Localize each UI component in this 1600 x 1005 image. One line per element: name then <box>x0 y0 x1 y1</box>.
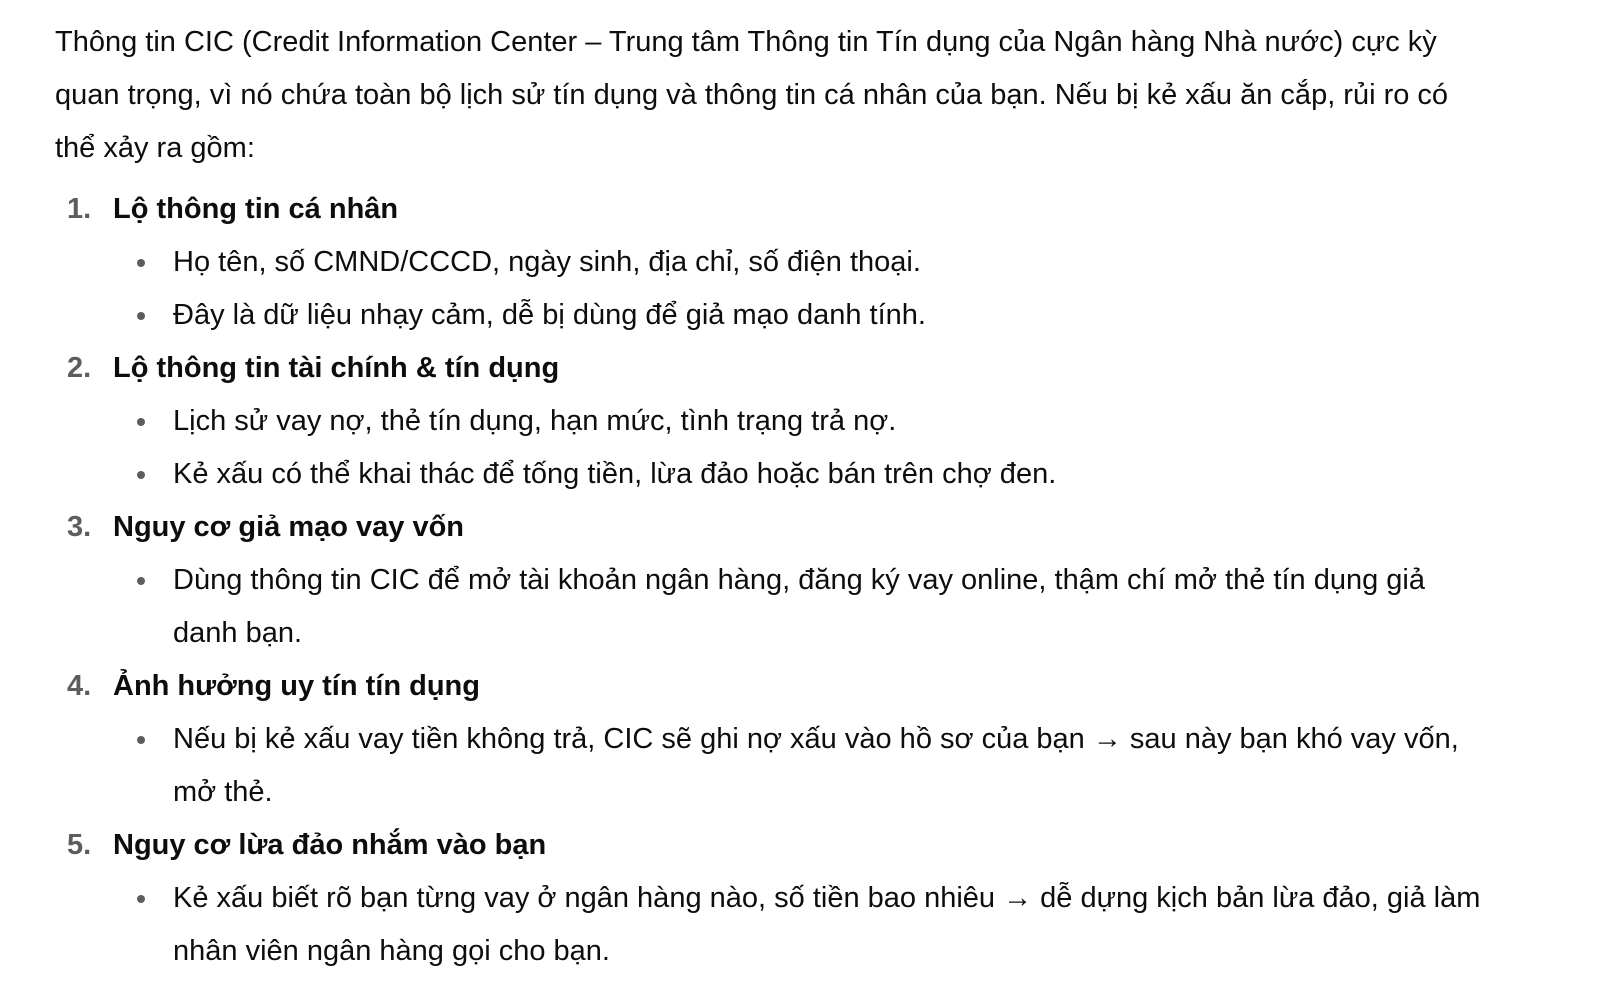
risk-item <box>55 183 1545 342</box>
bullet-list <box>55 236 1545 342</box>
risk-item <box>55 501 1545 660</box>
bullet-list <box>55 395 1545 501</box>
bullet-dot-icon <box>137 736 145 744</box>
risk-heading <box>55 819 1545 872</box>
bullet-dot-icon <box>137 312 145 320</box>
risk-heading <box>55 183 1545 236</box>
bullet-text: Kẻ xấu biết rõ bạn từng vay ở ngân hàng nào, số tiền bao nhiêu → dễ dựng kịch bản lừa đảo, giả làm nhân viên ngân hàng gọi cho bạn. <box>173 882 1481 967</box>
bullet-text: Nếu bị kẻ xấu vay tiền không trả, CIC sẽ ghi nợ xấu vào hồ sơ của bạn → sau này bạn khó vay vốn, mở thẻ. <box>173 723 1459 808</box>
risk-number: 3. <box>67 511 92 543</box>
bullet-list <box>55 554 1545 660</box>
risk-number: 2. <box>67 352 92 384</box>
bullet-item <box>55 289 1495 342</box>
risk-number: 5. <box>67 829 92 861</box>
bullet-text: Họ tên, số CMND/CCCD, ngày sinh, địa chỉ, số điện thoại. <box>173 246 921 278</box>
risk-number: 4. <box>67 670 92 702</box>
risk-title: Ảnh hưởng uy tín tín dụng <box>113 670 480 702</box>
bullet-dot-icon <box>137 577 145 585</box>
bullet-item <box>55 448 1495 501</box>
bullet-text: Lịch sử vay nợ, thẻ tín dụng, hạn mức, tình trạng trả nợ. <box>173 405 897 437</box>
risk-heading <box>55 501 1545 554</box>
bullet-item <box>55 554 1495 660</box>
risk-title: Nguy cơ giả mạo vay vốn <box>113 511 465 543</box>
risk-item <box>55 819 1545 978</box>
risk-number: 1. <box>67 193 92 225</box>
intro-paragraph: Thông tin CIC (Credit Information Center – Trung tâm Thông tin Tín dụng của Ngân hàng Nhà nước) cực kỳ quan trọng, vì nó chứa toàn bộ lịch sử tín dụng và thông tin cá nhân của bạn. Nếu bị kẻ xấu ăn cắp, rủi ro có thể xảy ra gồm: <box>55 26 1449 164</box>
risk-title: Lộ thông tin cá nhân <box>113 193 399 225</box>
bullet-list <box>55 872 1545 978</box>
bullet-dot-icon <box>137 418 145 426</box>
risk-item <box>55 342 1545 501</box>
risk-heading <box>55 342 1545 395</box>
bullet-dot-icon <box>137 895 145 903</box>
bullet-item <box>55 236 1495 289</box>
bullet-text: Dùng thông tin CIC để mở tài khoản ngân hàng, đăng ký vay online, thậm chí mở thẻ tín dụng giả danh bạn. <box>173 564 1425 649</box>
bullet-dot-icon <box>137 259 145 267</box>
risk-title: Lộ thông tin tài chính & tín dụng <box>113 352 560 384</box>
bullet-text: Kẻ xấu có thể khai thác để tống tiền, lừa đảo hoặc bán trên chợ đen. <box>173 458 1057 490</box>
bullet-item <box>55 872 1495 978</box>
risk-heading <box>55 660 1545 713</box>
bullet-list <box>55 713 1545 819</box>
risk-title: Nguy cơ lừa đảo nhắm vào bạn <box>113 829 547 861</box>
risk-item <box>55 660 1545 819</box>
bullet-item <box>55 713 1495 819</box>
bullet-item <box>55 395 1495 448</box>
bullet-dot-icon <box>137 471 145 479</box>
risk-list <box>55 183 1545 978</box>
bullet-text: Đây là dữ liệu nhạy cảm, dễ bị dùng để giả mạo danh tính. <box>173 299 926 331</box>
